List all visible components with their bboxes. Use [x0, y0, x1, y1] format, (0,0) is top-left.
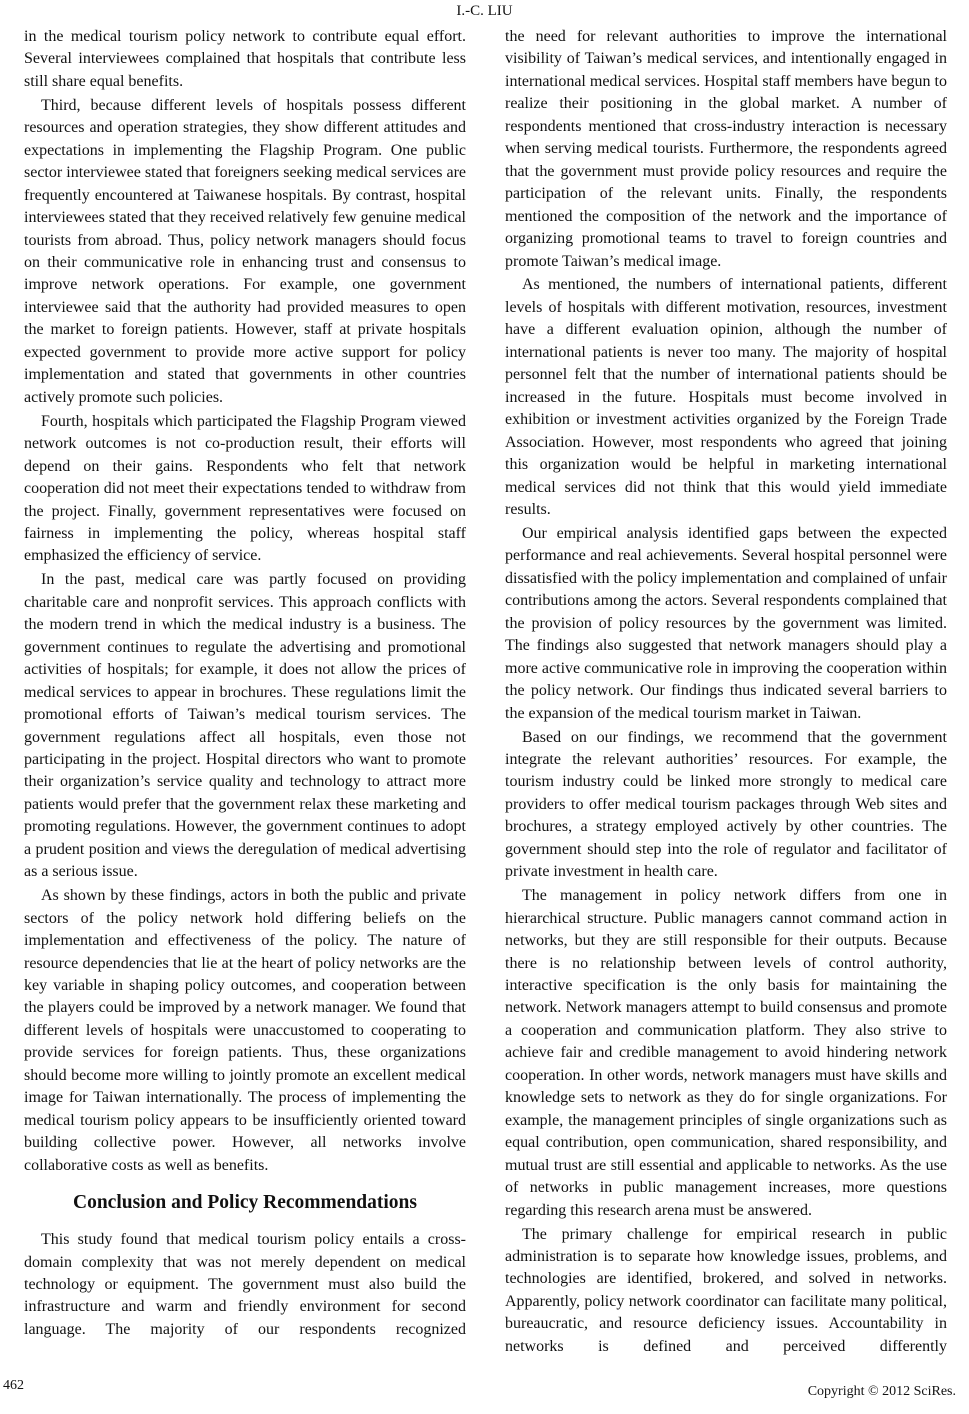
- paragraph: This study found that medical tourism policy entails a cross-domain complexity that was not merely dependent on medical technology or equipment. The government must also build the infrastructure and warm and friendly environment for second language. The majority of our respondents recognized: [24, 1231, 466, 1338]
- paragraph: Third, because different levels of hospitals possess different resources and operation strategies, they show different attitudes and expectations in implementing the Flagship Program. One public sector interviewee stated that foreigners seeking medical services are frequently encountered at Taiwanese hospitals. By contrast, hospital interviewees stated that they received relatively few genuine medical tourists from abroad. Thus, policy network managers should focus on their communicative role in enhancing trust and consensus to improve network operations. For example, one government interviewee said that the authority had provided measures to open the market to foreign patients. However, staff at private hospitals expected government to provide more active support for policy implementation and stated that governments in other countries actively promote such policies.: [24, 96, 466, 406]
- paragraph: the need for relevant authorities to improve the international visibility of Taiwan’s medical services, and intentionally engaged in international medical services. Hospital staff members have begun to realize their positioning in the global market. A number of respondents mentioned that cross-industry interaction is necessary when serving medical tourists. Furthermore, the respondents agreed that the government must provide policy resources and require the participation of the relevant units. Finally, the respondents mentioned the composition of the network and the importance of organizing promotional teams to travel to foreign countries and promote Taiwan’s medical image.: [505, 28, 947, 270]
- page-number: 462: [3, 1378, 24, 1393]
- paragraph: Based on our findings, we recommend that the government integrate the relevant authorities’ resources. For example, the tourism industry could be linked more strongly to medical care providers to offer medical tourism packages through Web sites and brochures, a strategy employed actively by other countries. The government should step into the role of regulator and facilitator of private investment in health care.: [505, 728, 947, 881]
- paragraph: In the past, medical care was partly focused on providing charitable care and nonprofit services. This approach conflicts with the modern trend in which the medical industry is a business. The government continues to regulate the advertising and promotional activities of hospitals; for example, it does not allow the prices of medical services to appear in brochures. These regulations limit the promotional efforts of Taiwan’s medical tourism services. The government regulations affect all hospitals, even those not participating in the project. Hospital directors who want to promote their organization’s service quality and technology to attract more patients would prefer that the government relax these marketing and promoting regulations. However, the government continues to adopt a prudent position and views the deregulation of medical advertising as a serious issue.: [24, 571, 466, 881]
- paragraph: Our empirical analysis identified gaps between the expected performance and real achievements. Several hospital personnel were dissatisfied with the policy implementation and complained of unfair contributions among the actors. Several respondents complained that the provision of policy resources by the government was limited. The findings also suggested that network managers should play a more active communicative role in improving the cooperation within the policy network. Our findings thus indicated several barriers to the expansion of the medical tourism market in Taiwan.: [505, 524, 947, 722]
- running-head: I.-C. LIU: [456, 3, 513, 19]
- paragraph: Fourth, hospitals which participated the Flagship Program viewed network outcomes is not co-production result, their efforts will depend on their gains. Respondents who felt that network cooperation did not meet their expectations tended to withdraw from the project. Finally, government representatives were focused on fairness in implementing the policy, whereas hospital staff emphasized the efficiency of service.: [24, 412, 466, 565]
- left-column: [24, 26, 466, 1343]
- paragraph: The management in policy network differs from one in hierarchical structure. Public managers cannot command action in networks, but they are still responsible for their outputs. Because there is no relationship between levels of control authority, interactive specification is the only basis for maintaining the network. Network managers attempt to build consensus and promote a cooperation and communication platform. They also strive to achieve fair and credible management to avoid hindering network cooperation. In other words, network managers must have skills and knowledge sets to network as they do for single organizations. For example, the management principles of single organizations such as equal contribution, open communication, shared responsibility, and mutual trust are still essential and applicable to networks. As the use of networks in public management increases, more questions regarding this research arena must be answered.: [505, 887, 947, 1219]
- right-column: [505, 26, 947, 1360]
- paragraph: As shown by these findings, actors in both the public and private sectors of the policy network hold differing beliefs on the implementation and effectiveness of the policy. The nature of resource dependencies that lie at the heart of policy networks are the key variable in shaping policy outcomes, and cooperation between the players could be improved by a network manager. We found that different levels of hospitals were unaccustomed to cooperating to provide services for foreign patients. Thus, these organizations should become more willing to jointly promote an excellent medical image for Taiwan internationally. The process of implementing the medical tourism policy appears to be insufficiently oriented toward building collective power. However, all networks involve collaborative costs as well as benefits.: [24, 887, 466, 1174]
- paragraph: The primary challenge for empirical research in public administration is to separate how knowledge issues, problems, and technologies are identified, brokered, and solved in networks. Apparently, policy network coordinator can facilitate many political, bureaucratic, and resource deficiency issues. Accountability in networks is defined and perceived differently: [505, 1225, 947, 1355]
- section-heading: Conclusion and Policy Recommendations: [73, 1192, 417, 1214]
- copyright-notice: Copyright © 2012 SciRes.: [807, 1384, 956, 1399]
- paragraph: As mentioned, the numbers of international patients, different levels of hospitals with different motivation, resources, investment have a different evaluation opinion, although the number of international patients is never too many. The majority of hospital personnel felt that the number of international patients should be increased in the future. Hospitals must become involved in exhibition or investment activities organized by the Foreign Trade Association. However, most respondents who agreed that joining this organization would be helpful in marketing international medical services did not think that this would yield immediate results.: [505, 276, 947, 519]
- paragraph: in the medical tourism policy network to contribute equal effort. Several interviewees complained that hospitals that contribute less still share equal benefits.: [24, 28, 466, 90]
